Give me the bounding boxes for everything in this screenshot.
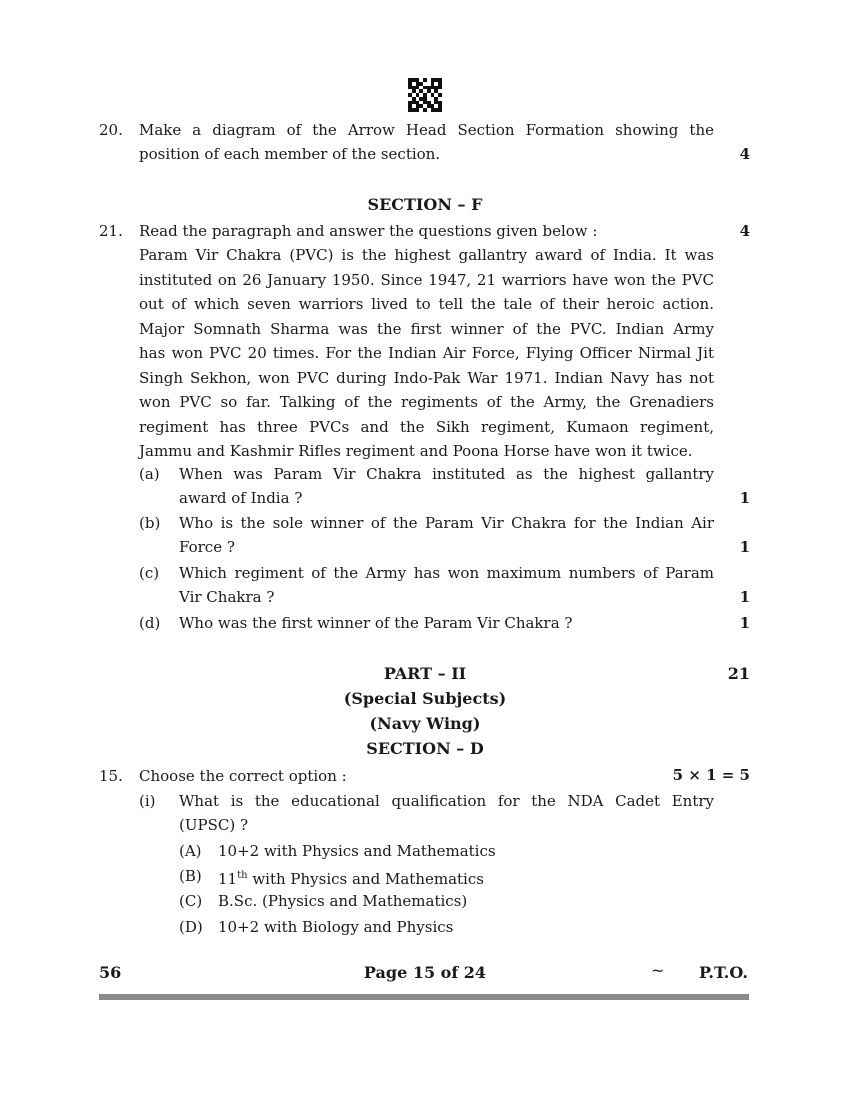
tilde: ~ [651, 961, 665, 980]
marks: 1 [739, 489, 750, 507]
section-d-heading: SECTION – D [366, 739, 484, 758]
option-text: B.Sc. (Physics and Mathematics) [218, 892, 468, 910]
subquestion-text: Force ? [179, 538, 235, 556]
page-number: Page 15 of 24 [363, 963, 487, 982]
question-number: 20. [99, 121, 123, 139]
marks: 1 [739, 614, 750, 632]
section-f-heading: SECTION – F [367, 195, 483, 214]
subquestion-label: (c) [139, 564, 160, 582]
footer-rule [99, 994, 749, 1000]
subquestion-text: award of India ? [179, 489, 303, 507]
paragraph-line: Major Somnath Sharma was the first winner of the PVC. Indian Army [139, 319, 714, 338]
subquestion-text: Vir Chakra ? [179, 588, 275, 606]
wing-title: (Navy Wing) [369, 714, 481, 733]
marks: 4 [739, 145, 750, 163]
option-text: 10+2 with Biology and Physics [218, 918, 454, 936]
option-text-number: 11 [218, 870, 238, 888]
subquestion-text: When was Param Vir Chakra instituted as the highest gallantry [179, 465, 714, 483]
part-marks: 21 [727, 664, 750, 683]
subquestion-text: Which regiment of the Army has won maximum numbers of Param [179, 564, 714, 582]
question-number: 21. [99, 222, 123, 240]
subquestion-text: What is the educational qualification for the NDA Cadet Entry [179, 792, 714, 810]
paragraph-line: won PVC so far. Talking of the regiments of the Army, the Grenadiers [139, 393, 714, 411]
option-text: 10+2 with Physics and Mathematics [218, 842, 496, 860]
option-label: (A) [179, 842, 202, 860]
subquestion-label: (a) [139, 465, 160, 483]
marks: 1 [739, 538, 750, 556]
question-text-line: Make a diagram of the Arrow Head Section Formation showing the [139, 121, 714, 139]
paragraph-line: Param Vir Chakra (PVC) is the highest gallantry award of India. It was [139, 246, 714, 264]
option-label: (D) [179, 918, 203, 936]
marks: 1 [739, 588, 750, 606]
question-number: 15. [99, 767, 123, 785]
subquestion-text: (UPSC) ? [179, 816, 249, 834]
option-text [218, 864, 484, 892]
paragraph-line: has won PVC 20 times. For the Indian Air Force, Flying Officer Nirmal Jit [139, 344, 714, 362]
paragraph-line: Singh Sekhon, won PVC during Indo-Pak War 1971. Indian Navy has not [139, 368, 714, 387]
paragraph [139, 243, 714, 464]
paragraph-line: regiment has three PVCs and the Sikh regiment, Kumaon regiment, [139, 417, 714, 436]
option-text-rest: with Physics and Mathematics [247, 870, 484, 888]
marks: 5 × 1 = 5 [672, 766, 750, 784]
paper-code: 56 [99, 963, 122, 982]
question-intro: Choose the correct option : [139, 767, 347, 785]
subquestion-text: Who was the first winner of the Param Vir Chakra ? [179, 614, 573, 632]
option-label: (C) [179, 892, 203, 910]
question-intro: Read the paragraph and answer the questions given below : [139, 222, 598, 240]
qr-code-icon [408, 78, 442, 112]
subquestion-label: (d) [139, 614, 161, 632]
paragraph-line: out of which seven warriors lived to tell the tale of their heroic action. [139, 295, 714, 313]
question-text-line: position of each member of the section. [139, 145, 441, 163]
subquestion-label: (b) [139, 514, 161, 532]
pto-label: P.T.O. [699, 963, 748, 982]
option-label: (B) [179, 867, 202, 885]
option-text-superscript: th [237, 870, 248, 881]
part-subtitle: (Special Subjects) [343, 689, 507, 708]
paragraph-line: instituted on 26 January 1950. Since 1947, 21 warriors have won the PVC [139, 270, 714, 289]
subquestion-label: (i) [139, 792, 156, 810]
marks: 4 [739, 222, 750, 240]
subquestion-text: Who is the sole winner of the Param Vir Chakra for the Indian Air [179, 514, 714, 532]
paragraph-line: Jammu and Kashmir Rifles regiment and Poona Horse have won it twice. [139, 442, 693, 460]
part-title: PART – II [383, 664, 467, 683]
